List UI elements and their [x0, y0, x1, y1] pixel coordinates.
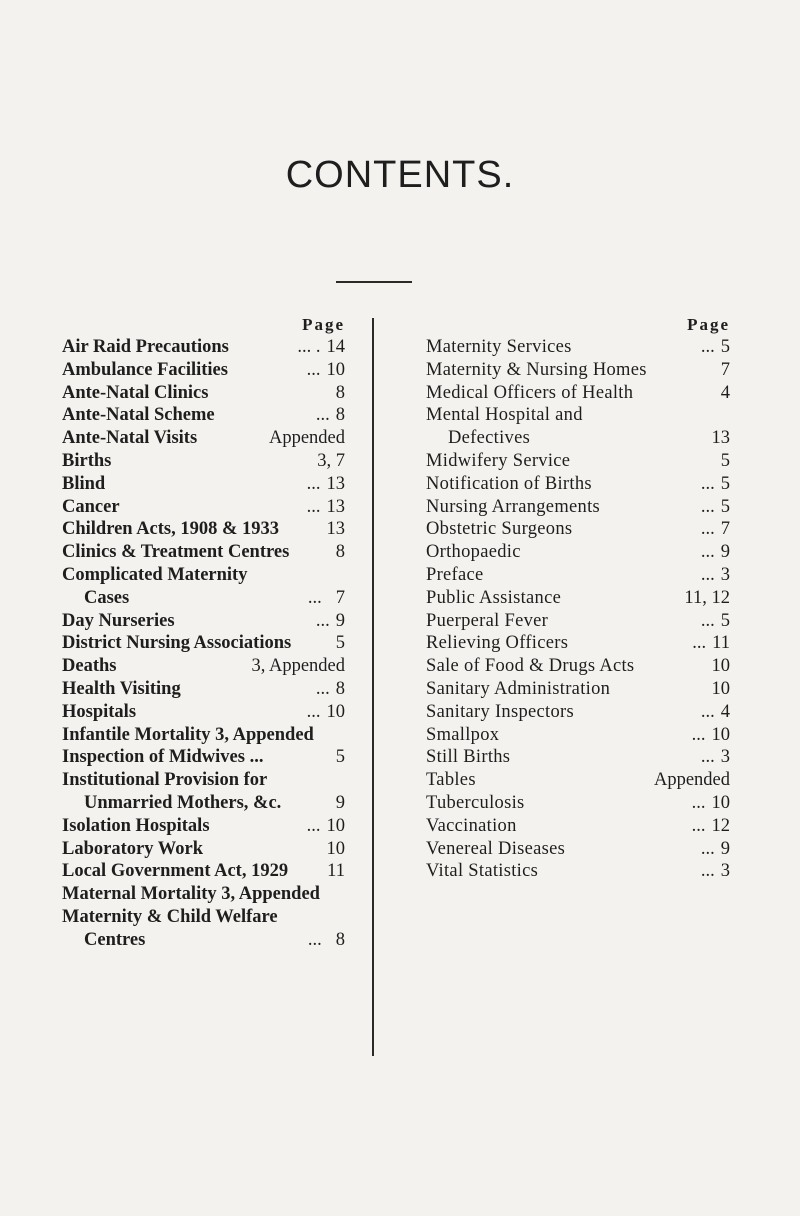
contents-column-left	[62, 314, 345, 952]
entry-term: Ante-Natal Clinics	[62, 382, 209, 403]
entry-term: Blind	[62, 473, 106, 494]
entry-page-number: 9	[720, 838, 730, 859]
entry-term: Hospitals	[62, 701, 137, 722]
entry-term: Sanitary Inspectors	[426, 701, 575, 722]
contents-entry	[62, 610, 345, 633]
entry-term: Vaccination	[426, 815, 517, 836]
contents-entry	[426, 382, 730, 405]
entry-page-number: 13	[326, 519, 345, 540]
entry-term: Maternity & Nursing Homes	[426, 359, 647, 380]
entry-leader-dots: ...	[306, 496, 321, 517]
contents-entry	[426, 815, 730, 838]
contents-entry	[62, 701, 345, 724]
entry-term: Mental Hospital and	[426, 405, 583, 426]
entry-page-number: 4	[720, 382, 730, 403]
contents-entry	[62, 404, 345, 427]
page-column-header: Page	[687, 315, 730, 334]
entry-term-continuation: Centres	[84, 929, 146, 950]
entry-leader-dots	[322, 792, 336, 815]
entry-term: Venereal Diseases	[426, 838, 566, 859]
entry-page-number: 5	[335, 747, 345, 768]
entry-page-number: 13	[711, 428, 730, 449]
entry-page-number: 4	[720, 701, 730, 722]
entry-page-number: 10	[711, 724, 730, 745]
contents-entry	[426, 404, 730, 450]
contents-entry	[62, 678, 345, 701]
entry-leader-dots: ...	[307, 587, 322, 608]
entry-page-number: 9	[720, 542, 730, 563]
entry-page-number: 5	[720, 496, 730, 517]
entry-leader-dots: ...	[691, 792, 706, 813]
page-title: CONTENTS.	[285, 154, 515, 196]
entry-term: Cancer	[62, 496, 120, 517]
entry-page-number: Appended	[268, 428, 345, 449]
entry-leader-dots: ...	[306, 701, 321, 722]
entry-page-number: 10	[711, 792, 730, 813]
contents-entry	[62, 564, 345, 610]
entry-leader-dots: ...	[306, 815, 321, 836]
contents-entry	[426, 724, 730, 747]
contents-entry	[426, 496, 730, 519]
entry-page-number: 3, 7	[317, 450, 345, 471]
entry-term: Air Raid Precautions	[62, 337, 229, 357]
entry-leader-dots: ...	[307, 929, 322, 950]
contents-entry	[62, 359, 345, 382]
contents-entry	[426, 587, 730, 610]
entry-term: Sanitary Administration	[426, 678, 611, 699]
entry-term: Deaths	[62, 656, 117, 677]
entry-term: Day Nurseries	[62, 610, 175, 631]
entry-page-number: 5	[335, 633, 345, 654]
entry-page-number: 8	[335, 929, 345, 950]
entry-term-continuation: Defectives	[448, 428, 531, 449]
entry-page-number: 5	[720, 473, 730, 494]
entry-term: Puerperal Fever	[426, 610, 549, 631]
entry-leader-dots: ...	[306, 359, 321, 380]
contents-column-right	[426, 314, 730, 883]
entry-page-number: 7	[720, 519, 730, 540]
contents-entry	[426, 860, 730, 883]
entry-term: Clinics & Treatment Centres	[62, 542, 290, 563]
contents-entry	[426, 473, 730, 496]
entry-page-number: 12	[711, 815, 730, 836]
entry-page-number: 3	[720, 861, 730, 882]
entry-leader-dots: ...	[700, 838, 715, 859]
entry-leader-dots: ...	[700, 519, 715, 540]
entry-term: Laboratory Work	[62, 838, 203, 859]
entry-term: Institutional Provision for	[62, 770, 268, 791]
contents-entry	[62, 382, 345, 405]
entry-leader-dots: ...	[315, 678, 330, 699]
contents-entry	[62, 769, 345, 815]
entry-page-number: 11	[712, 633, 730, 654]
contents-entry	[426, 746, 730, 769]
entry-leader-dots: ...	[315, 610, 330, 631]
entry-term: Midwifery Service	[426, 450, 571, 471]
entry-term-continuation: Cases	[84, 587, 130, 608]
entry-term: Complicated Maternity	[62, 564, 248, 585]
contents-entry	[426, 610, 730, 633]
entry-term: Notification of Births	[426, 473, 592, 494]
entry-page-number: 7	[720, 359, 730, 380]
entry-leader-dots: ...	[700, 337, 715, 357]
entry-leader-dots: ...	[306, 473, 321, 494]
entry-page-number: 8	[335, 405, 345, 426]
entry-term: Ante-Natal Visits	[62, 428, 198, 449]
entry-term: Tuberculosis	[426, 792, 525, 813]
entry-leader-dots: ...	[691, 724, 706, 745]
entry-leader-dots: ...	[700, 542, 715, 563]
entry-term-continuation: Unmarried Mothers, &c.	[84, 792, 282, 813]
entry-term: Still Births	[426, 747, 511, 768]
entry-page-number: 5	[720, 450, 730, 471]
contents-entry	[426, 655, 730, 678]
entry-list	[62, 336, 345, 952]
contents-entry	[426, 678, 730, 701]
entry-page-number: 10	[326, 838, 345, 859]
entry-page-number: 9	[335, 610, 345, 631]
entry-page-number: 13	[326, 496, 345, 517]
contents-entry	[62, 746, 345, 769]
entry-leader-dots: ...	[692, 633, 707, 654]
entry-term: Preface	[426, 564, 484, 585]
entry-term: Maternity Services	[426, 337, 572, 357]
entry-leader-dots: ...	[691, 815, 706, 836]
contents-entry	[426, 564, 730, 587]
entry-term: Relieving Officers	[426, 633, 569, 654]
entry-page-number: 10	[711, 656, 730, 677]
entry-leader-dots: ...	[700, 564, 715, 585]
entry-term: Tables	[426, 770, 476, 791]
entry-term: Inspection of Midwives ...	[62, 747, 264, 768]
title-rule	[336, 281, 412, 283]
entry-page-number: 5	[720, 337, 730, 357]
contents-entry	[62, 724, 345, 747]
contents-entry	[426, 838, 730, 861]
entry-term: Health Visiting	[62, 678, 181, 699]
contents-entry	[62, 450, 345, 473]
page-column-header: Page	[302, 315, 345, 334]
contents-entry	[62, 838, 345, 861]
entry-term: Local Government Act, 1929	[62, 861, 289, 882]
contents-entry	[62, 541, 345, 564]
entry-page-number: 10	[326, 701, 345, 722]
entry-term: Isolation Hospitals	[62, 815, 210, 836]
contents-entry	[426, 359, 730, 382]
entry-term: Public Assistance	[426, 587, 562, 608]
contents-entry	[62, 860, 345, 883]
contents-entry	[426, 336, 730, 359]
entry-page-number: 3	[720, 747, 730, 768]
entry-page-number: 11	[327, 861, 345, 882]
contents-entry	[62, 496, 345, 519]
entry-leader-dots: ...	[700, 473, 715, 494]
contents-entry	[62, 655, 345, 678]
entry-page-number: 11, 12	[684, 587, 730, 608]
entry-leader-dots: ... .	[297, 337, 321, 357]
contents-entry	[62, 883, 345, 906]
entry-page-number: 9	[335, 792, 345, 813]
contents-entry	[62, 518, 345, 541]
contents-entry	[426, 769, 730, 792]
contents-entry	[426, 518, 730, 541]
entry-page-number: 3, Appended	[251, 656, 345, 677]
entry-page-number: Appended	[653, 770, 730, 791]
entry-leader-dots: ...	[700, 496, 715, 517]
contents-entry	[426, 541, 730, 564]
entry-term: Obstetric Surgeons	[426, 519, 573, 540]
entry-leader-dots: ...	[700, 747, 715, 768]
entry-page-number: 7	[335, 587, 345, 608]
entry-term: Orthopaedic	[426, 542, 521, 563]
entry-page-number: 14	[326, 337, 345, 357]
contents-entry	[62, 336, 345, 359]
entry-page-number: 8	[335, 542, 345, 563]
contents-entry	[62, 906, 345, 952]
entry-term: Infantile Mortality 3, Appended	[62, 724, 314, 745]
entry-term: Children Acts, 1908 & 1933	[62, 519, 280, 540]
contents-entry	[62, 632, 345, 655]
contents-entry	[426, 701, 730, 724]
entry-term: Nursing Arrangements	[426, 496, 601, 517]
entry-leader-dots: ...	[700, 701, 715, 722]
entry-leader-dots: ...	[315, 405, 330, 426]
entry-term: District Nursing Associations	[62, 633, 292, 654]
entry-page-number: 10	[326, 359, 345, 380]
entry-page-number: 8	[335, 678, 345, 699]
entry-page-number: 13	[326, 473, 345, 494]
entry-page-number: 3	[720, 564, 730, 585]
entry-term: Births	[62, 450, 112, 471]
entry-page-number: 8	[335, 382, 345, 403]
entry-list	[426, 336, 730, 883]
entry-leader-dots: ...	[700, 610, 715, 631]
contents-entry	[426, 632, 730, 655]
entry-leader-dots	[698, 427, 712, 450]
entry-page-number: 10	[326, 815, 345, 836]
contents-entry	[62, 815, 345, 838]
entry-term: Maternity & Child Welfare	[62, 906, 278, 927]
entry-leader-dots: ...	[700, 861, 715, 882]
contents-entry	[62, 473, 345, 496]
contents-entry	[62, 427, 345, 450]
entry-term: Maternal Mortality 3, Appended	[62, 884, 320, 905]
entry-term: Smallpox	[426, 724, 500, 745]
entry-term: Sale of Food & Drugs Acts	[426, 656, 635, 677]
entry-term: Ambulance Facilities	[62, 359, 228, 380]
column-divider	[372, 318, 374, 1056]
entry-page-number: 5	[720, 610, 730, 631]
entry-term: Vital Statistics	[426, 861, 539, 882]
entry-page-number: 10	[711, 678, 730, 699]
entry-term: Medical Officers of Health	[426, 382, 634, 403]
contents-entry	[426, 792, 730, 815]
entry-term: Ante-Natal Scheme	[62, 405, 215, 426]
contents-entry	[426, 450, 730, 473]
